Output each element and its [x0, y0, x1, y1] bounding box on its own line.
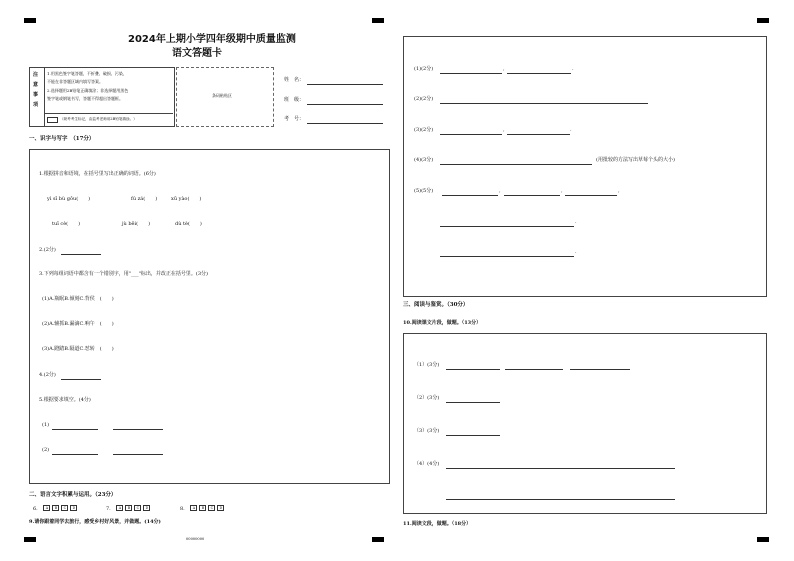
- r-q4-hint: (用批较的方法写出草莓个头的大小): [596, 157, 675, 163]
- q2-answer-line[interactable]: [61, 248, 101, 255]
- absent-checkbox[interactable]: [47, 117, 58, 123]
- page-title: 2024年上期小学四年级期中质量监测: [128, 34, 296, 45]
- notice-line-1: 1.用黑色签字笔答题，不折叠、破损、污染，: [47, 71, 127, 76]
- r-q5-answer-line[interactable]: [504, 189, 560, 196]
- barcode-label: 条码粘贴区: [212, 93, 232, 98]
- separator-period: .: [575, 249, 577, 255]
- choice-option[interactable]: C: [134, 505, 141, 511]
- registration-mark-bm: [372, 537, 384, 542]
- choice-option[interactable]: D: [143, 505, 150, 511]
- q4-label: 4.(2分): [39, 372, 56, 378]
- choice-option[interactable]: D: [217, 505, 224, 511]
- name-label: 姓 名：: [284, 77, 305, 83]
- notice-line-3: 2.选择题用2B铅笔正确填涂；非选择题用黑色: [47, 88, 129, 93]
- choice-option[interactable]: C: [61, 505, 68, 511]
- choice-option[interactable]: C: [208, 505, 215, 511]
- choice-option[interactable]: D: [70, 505, 77, 511]
- q10-item-1: （1）(3分): [414, 362, 440, 368]
- q10-answer-line[interactable]: [446, 462, 675, 469]
- choice-q-number: 6.: [33, 505, 38, 512]
- r-q3-answer-line[interactable]: [507, 128, 570, 135]
- section-1-title: 一、识字与写字 （17分）: [29, 136, 95, 142]
- choice-option[interactable]: A: [43, 505, 50, 511]
- q10-answer-line[interactable]: [446, 429, 500, 436]
- choice-q-number: 7.: [106, 505, 111, 512]
- choice-option[interactable]: B: [125, 505, 132, 511]
- registration-mark-tr: [757, 18, 769, 23]
- q5-answer-line[interactable]: [113, 448, 163, 455]
- separator-comma: ,: [503, 127, 505, 133]
- choice-option[interactable]: A: [190, 505, 197, 511]
- q5-answer-line[interactable]: [52, 423, 98, 430]
- separator-period: .: [575, 219, 577, 225]
- section-2-title: 二、语言文字积累与运用。（23分）: [29, 492, 117, 498]
- r-q3-label: (3)(2分): [414, 127, 434, 133]
- q3-prompt: 3.下列每组词语中都含有一个错别字，用"___"标出，并改正在括号里。(3分): [39, 271, 208, 277]
- q3-item[interactable]: (3)A.蹬踏B.隔道C.怼转 ( ): [42, 346, 114, 352]
- choice-row-q7[interactable]: [106, 505, 152, 512]
- r-q2-answer-line[interactable]: [440, 97, 648, 104]
- q10-answer-line[interactable]: [505, 363, 563, 370]
- page-number: 00000000: [186, 537, 205, 541]
- r-q1-answer-line[interactable]: [507, 67, 571, 74]
- exam-id-label: 考 号：: [284, 116, 305, 122]
- r-q1-answer-line[interactable]: [440, 67, 502, 74]
- q2-label: 2.(2分): [39, 247, 56, 253]
- q5-item-label: (1): [42, 422, 50, 428]
- q4-answer-line[interactable]: [61, 373, 101, 380]
- q5-answer-line[interactable]: [113, 423, 163, 430]
- notice-label-3: 事: [33, 92, 39, 98]
- q11-prompt: 11.阅读文段，做题。（18分）: [403, 521, 472, 527]
- separator-comma: ,: [618, 188, 620, 194]
- q3-item[interactable]: (1)A.瓶眠B.倾刻C.背侯 ( ): [42, 296, 114, 302]
- separator-comma: ,: [499, 188, 501, 194]
- q3-item[interactable]: (2)A.辅抓B.漏滴C.响午 ( ): [42, 321, 114, 327]
- q5-item-label: (2): [42, 447, 50, 453]
- q1-prompt: 1.根据拼音和语境，在括号里写出正确的词语。(6分): [39, 171, 156, 177]
- r-q4-answer-line[interactable]: [440, 158, 592, 165]
- q10-answer-line[interactable]: [446, 493, 675, 500]
- separator-period: .: [572, 66, 574, 72]
- pinyin-item[interactable]: yì sī bù gǒu( ): [47, 196, 91, 202]
- q10-answer-line[interactable]: [570, 363, 630, 370]
- r-q3-answer-line[interactable]: [440, 128, 502, 135]
- registration-mark-tm: [372, 18, 384, 23]
- notice-label-2: 意: [33, 82, 39, 88]
- class-label: 班 级：: [284, 97, 305, 103]
- pinyin-item[interactable]: dù tè( ): [175, 221, 202, 227]
- right-answer-box-2: [403, 333, 767, 514]
- exam-id-field[interactable]: [307, 117, 383, 124]
- q10-item-4: （4）(4分): [414, 461, 440, 467]
- separator-comma: ,: [561, 188, 563, 194]
- notice-label-1: 注: [33, 72, 39, 78]
- notice-label-4: 项: [33, 102, 39, 108]
- r-q2-label: (2)(2分): [414, 96, 434, 102]
- q10-answer-line[interactable]: [446, 363, 500, 370]
- r-q4-label: (4)(3分): [414, 157, 434, 163]
- q10-item-2: （2）(3分): [414, 395, 440, 401]
- registration-mark-br: [757, 537, 769, 542]
- choice-option[interactable]: B: [52, 505, 59, 511]
- q5-prompt: 5.根据要求填空。(4分): [39, 397, 91, 403]
- registration-mark-tl: [24, 18, 36, 23]
- r-q5-answer-line[interactable]: [442, 189, 498, 196]
- choice-row-q6[interactable]: [33, 505, 79, 512]
- r-q5-answer-line[interactable]: [440, 250, 574, 257]
- separator-comma: ,: [503, 66, 505, 72]
- q9-prompt: 9.请你跟着同学去旅行，感受乡村好风景，并做题。(14分): [29, 519, 161, 525]
- section-3-title: 三、阅读与鉴赏。（30分）: [403, 302, 469, 308]
- q10-answer-line[interactable]: [446, 396, 500, 403]
- r-q5-answer-line[interactable]: [565, 189, 617, 196]
- choice-option[interactable]: A: [116, 505, 123, 511]
- class-field[interactable]: [307, 98, 383, 105]
- choice-option[interactable]: B: [199, 505, 206, 511]
- choice-row-q8[interactable]: [180, 505, 226, 512]
- pinyin-item[interactable]: jù bēi( ): [122, 221, 151, 227]
- separator-period: .: [570, 127, 572, 133]
- right-answer-box-1: [403, 36, 767, 297]
- pinyin-item[interactable]: tuī cè( ): [52, 221, 81, 227]
- q5-answer-line[interactable]: [52, 448, 98, 455]
- notice-label-divider: [44, 67, 45, 127]
- pinyin-item[interactable]: fú zá( ): [131, 196, 158, 202]
- notice-line-2: 不能在非答题区域内填写答案。: [47, 79, 103, 84]
- q10-item-3: （3）(3分): [414, 428, 440, 434]
- registration-mark-bl: [24, 537, 36, 542]
- r-q5-label: (5)(5分): [414, 188, 434, 194]
- page-subtitle: 语文答题卡: [172, 48, 222, 59]
- r-q5-answer-line[interactable]: [440, 220, 574, 227]
- notice-line-4: 签字笔或钢笔书写，答题不得超出答题框。: [47, 96, 123, 101]
- pinyin-item[interactable]: xū yào( ): [171, 196, 202, 202]
- choice-q-number: 8.: [180, 505, 185, 512]
- q10-prompt: 10.阅读课文片段，做题。（13分）: [403, 320, 482, 326]
- notice-footer-divider: [44, 113, 173, 114]
- notice-footer: （缺考考生标记，由监考老师用2B铅笔填涂。）: [60, 117, 137, 121]
- r-q1-label: (1)(2分): [414, 66, 434, 72]
- name-field[interactable]: [307, 78, 383, 85]
